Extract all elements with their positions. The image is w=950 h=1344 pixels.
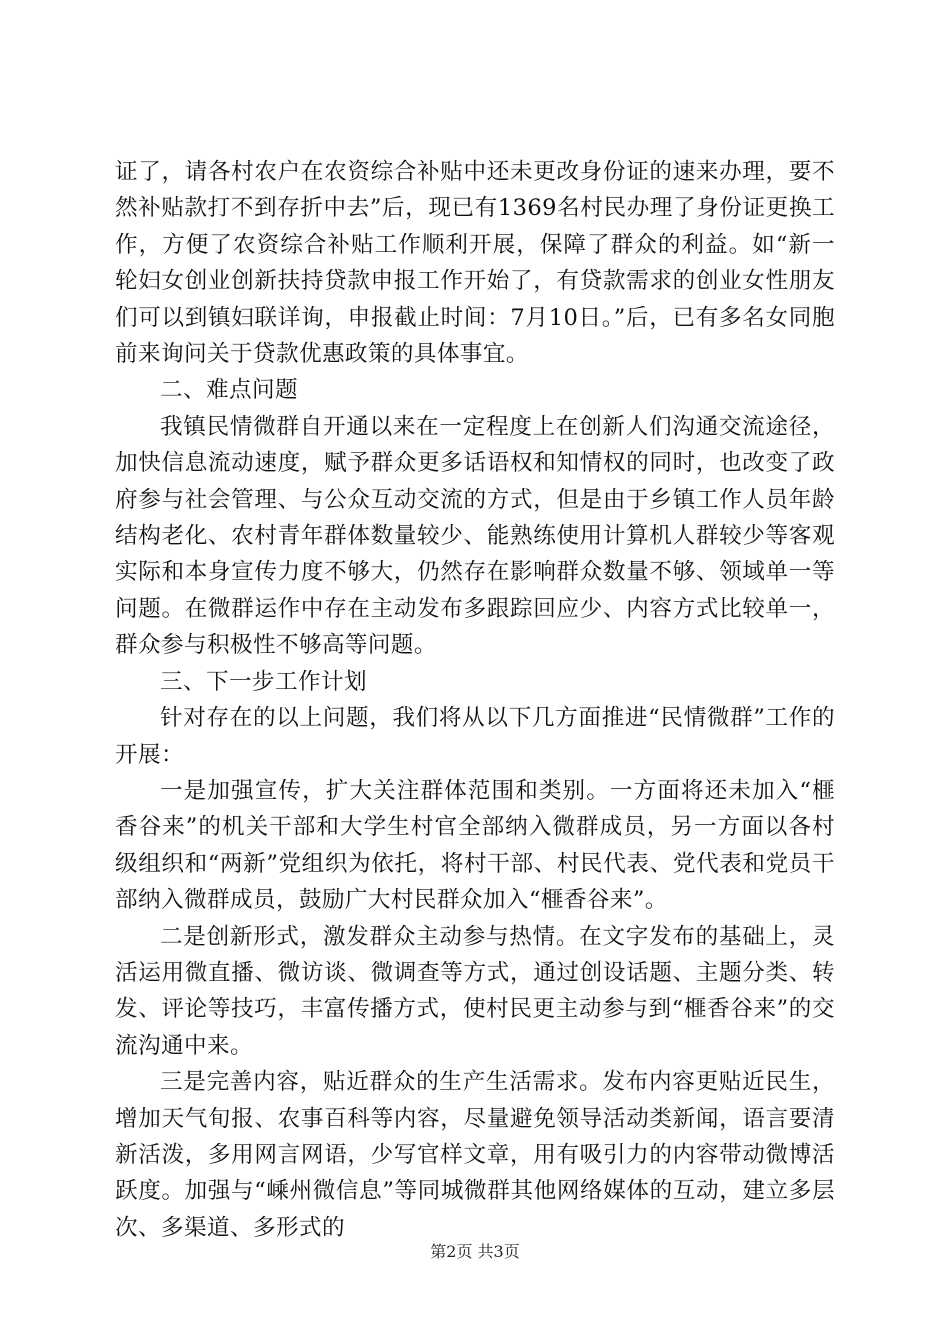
paragraph-continuation: 证了，请各村农户在农资综合补贴中还未更改身份证的速来办理，要不然补贴款打不到存折中去”后，现已有1369名村民办理了身份证更换工作，方便了农资综合补贴工作顺利开展，保障了群众的利益。如“新一轮妇女创业创新扶持贷款申报工作开始了，有贷款需求的创业女性朋友们可以到镇妇联详询，申报截止时间：7月10日。”后，已有多名女同胞前来询问关于贷款优惠政策的具体事宜。 [115,159,835,368]
page-number-footer: 第2页 共3页 [430,1242,520,1261]
section-heading-next-steps: 三、下一步工作计划 [160,668,367,695]
paragraph-difficulties: 我镇民情微群自开通以来在一定程度上在创新人们沟通交流途径，加快信息流动速度，赋予群众更多话语权和知情权的同时，也改变了政府参与社会管理、与公众互动交流的方式，但是由于乡镇工作人员年龄结构老化、农村青年群体数量较少、能熟练使用计算机人群较少等客观实际和本身宣传力度不够大，仍然存在影响群众数量不够、领域单一等问题。在微群运作中存在主动发布多跟踪回应少、内容方式比较单一，群众参与积极性不够高等问题。 [115,413,835,659]
paragraph-plan-three: 三是完善内容，贴近群众的生产生活需求。发布内容更贴近民生，增加天气旬报、农事百科等内容，尽量避免领导活动类新闻，语言要清新活泼，多用网言网语，少写官样文章，用有吸引力的内容带动微博活跃度。加强与“嵊州微信息”等同城微群其他网络媒体的互动，建立多层次、多渠道、多形式的 [115,1069,835,1241]
paragraph-plan-one: 一是加强宣传，扩大关注群体范围和类别。一方面将还未加入“榧香谷来”的机关干部和大学生村官全部纳入微群成员，另一方面以各村级组织和“两新”党组织为依托，将村干部、村民代表、党代表和党员干部纳入微群成员，鼓励广大村民群众加入“榧香谷来”。 [115,777,835,914]
section-heading-difficulties: 二、难点问题 [160,377,298,404]
document-body [115,154,835,1246]
paragraph-next-steps-intro: 针对存在的以上问题，我们将从以下几方面推进“民情微群”工作的开展： [115,705,835,768]
paragraph-plan-two: 二是创新形式，激发群众主动参与热情。在文字发布的基础上，灵活运用微直播、微访谈、微调查等方式，通过创设话题、主题分类、转发、评论等技巧，丰富传播方式，使村民更主动参与到“榧香谷来”的交流沟通中来。 [115,923,835,1059]
